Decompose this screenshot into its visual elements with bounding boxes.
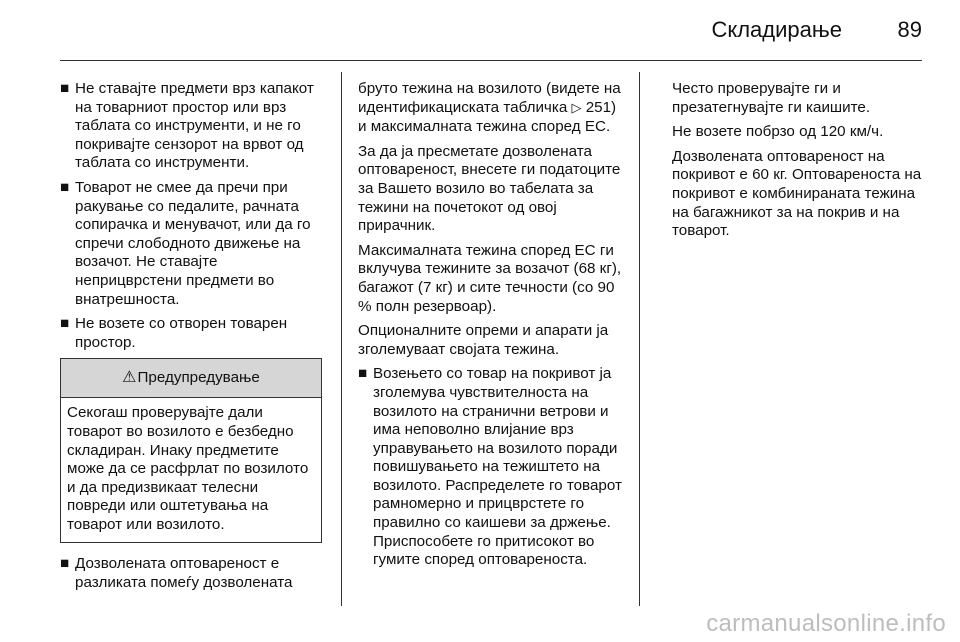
paragraph [358,80,623,137]
page-number: 89 [897,17,922,42]
bullet-text: Дозволената оптовареност е разликата помеѓу дозволената [75,555,293,592]
paragraph-text: бруто тежина на возилото (видете на идентификациската табличка [358,80,621,116]
bullet-text: Товарот не смее да пречи при ракување со педалите, рачната сопирачка и менувачот, или да го спречи слободното движење на возачот. Не ставајте неприцврстени предмети во внатрешноста. [75,178,311,308]
bullet-item [60,179,322,309]
bullet-item [60,315,322,352]
warning-box [60,358,322,543]
paragraph: Опционалните опреми и апарати ја зголемуваат својата тежина. [358,322,609,358]
bullet-square-icon: ■ [60,555,70,573]
bullet-square-icon: ■ [358,365,368,383]
warning-body: Секогаш проверувајте дали товарот во возилото е безбедно складиран. Инаку предметите може да се расфрлат по возилото и да предизвикаат телесни повреди или оштетувања на товарот или возилото. [67,404,309,533]
column-1 [60,80,322,599]
bullet-square-icon: ■ [60,315,70,333]
paragraph: Максималната тежина според ЕС ги вклучува тежините за возачот (68 кг), багажот (7 кг) и сите течности (со 90 % полн резервоар). [358,241,622,315]
page-reference-icon: ▷ [571,100,582,116]
paragraph-text: 251) и максималната тежина според ЕС. [358,98,617,136]
column-2 [358,80,623,576]
paragraph: Не возете побрзо од 120 км/ч. [672,123,884,141]
warning-title: Предупредување [137,369,260,387]
bullet-text: Возењето со товар на покривот ја зголемува чувствителноста на возилото на странични ветрови и има неповолно влијание врз управувањето на возилото поради повишувањето на тежиштето на возилото. Распределете го товарот рамномерно и прицврстете го правилно со каишеви за држење. Приспособете го притисокот во гумите според оптовареноста. [373,365,622,569]
bullet-text: Не возете со отворен товарен простор. [75,315,288,351]
page-header-title: Складирање [711,17,842,42]
column-3 [672,80,922,247]
bullet-square-icon: ■ [60,178,70,196]
warning-triangle-icon: ⚠ [122,369,137,387]
bullet-text: Не ставајте предмети врз капакот на товарниот простор или врз таблата со инструменти, и не го покривајте сензорот на врвот од таблата со инструменти. [75,80,314,172]
bullet-square-icon: ■ [60,80,70,97]
bullet-item [358,365,623,570]
header-rule [60,60,922,61]
watermark-url: carmanualsonline.info [706,610,946,637]
bullet-item [60,555,322,592]
warning-header [61,359,321,398]
paragraph: Дозволената оптовареност на покривот е 60 кг. Оптовареноста на покривот е комбинираната тежина на багажникот за на покрив и на товарот. [672,147,922,240]
paragraph: За да ја пресметате дозволената оптовареност, внесете ги податоците за Вашето возило во табелата за тежини на почетокот од овој прирачник. [358,142,621,235]
bullet-item [60,80,322,173]
paragraph: Често проверувајте ги и презатегнувајте ги каишите. [672,80,871,116]
column-divider-2 [639,72,640,606]
column-divider-1 [341,72,342,606]
